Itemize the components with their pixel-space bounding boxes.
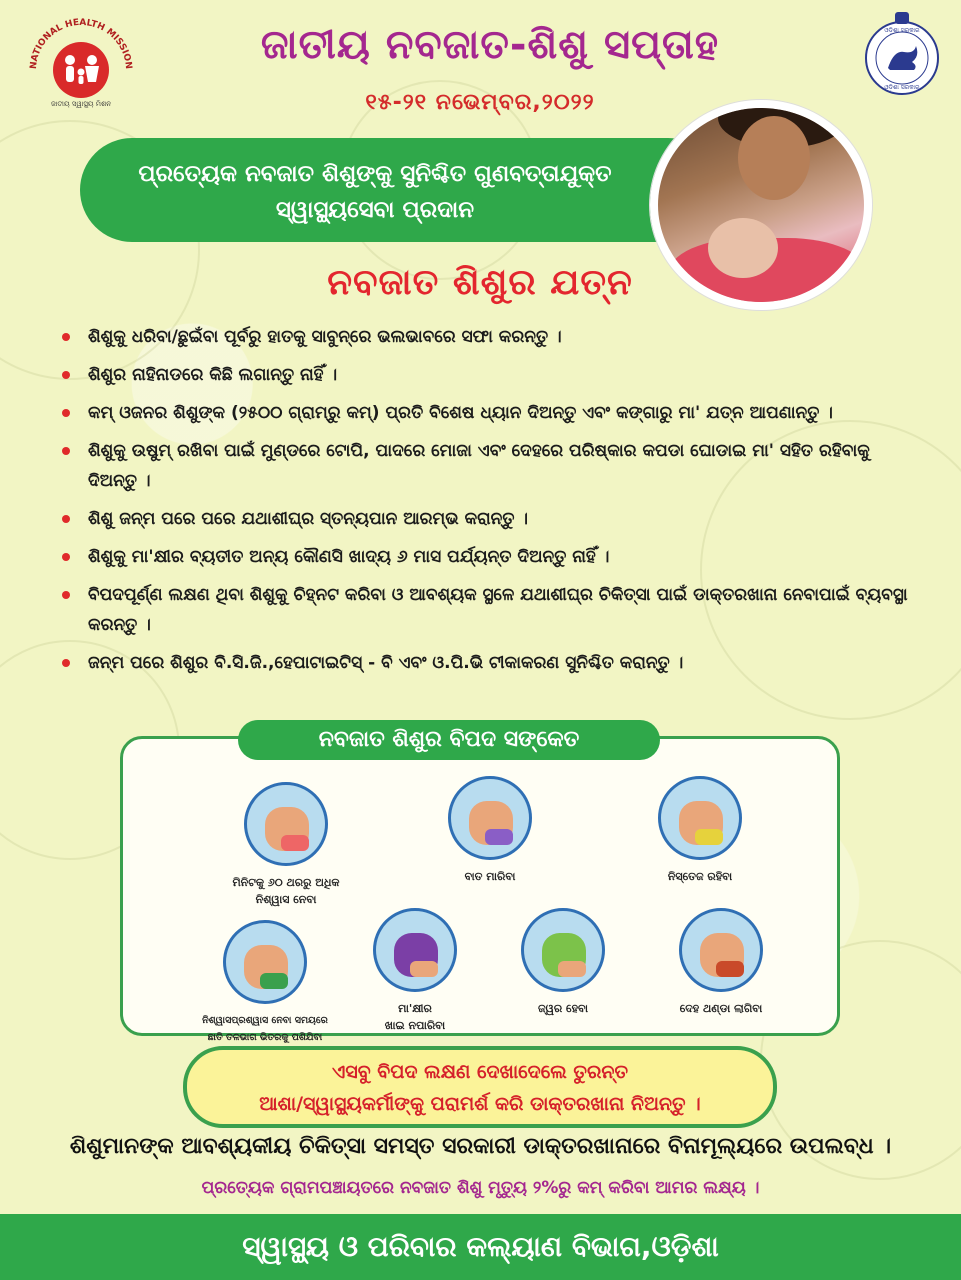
danger-signs-title: ନବଜାତ ଶିଶୁର ବିପଦ ସଙ୍କେତ: [238, 720, 660, 760]
care-tips-list: [56, 322, 916, 686]
list-item: [56, 580, 916, 640]
nhm-logo-text: NATIONAL HEALTH MISSION: [28, 17, 134, 70]
quality-care-banner: [80, 138, 720, 242]
bullet-icon: [62, 447, 70, 455]
tip-text: କମ୍ ଓଜନର ଶିଶୁଙ୍କ (୨୫୦୦ ଗ୍ରାମ୍‌ରୁ କମ୍) ପ୍ରତି ବିଶେଷ ଧ୍ୟାନ ଦିଅନ୍ତୁ ଏବଂ କଙ୍ଗାରୁ ମା' ଯତ୍ନ ଆପଣାନ୍ତୁ ।: [88, 403, 833, 423]
free-treatment-note: ଶିଶୁମାନଙ୍କ ଆବଶ୍ୟକୀୟ ଚିକିତ୍ସା ସମସ୍ତ ସରକାରୀ ଡାକ୍ତରଖାନାରେ ବିନାମୂଲ୍ୟରେ ଉପଲବ୍ଧ ।: [69, 1134, 892, 1159]
fast-breathing-icon: [244, 782, 328, 866]
sign-label: ନିସ୍ତେଜ ରହିବା: [667, 870, 733, 883]
seek-care-alert: [183, 1046, 777, 1128]
nhm-logo: [22, 12, 140, 108]
danger-sign-chest-indrawing: [180, 920, 350, 1046]
bullet-icon: [62, 409, 70, 417]
tip-text: ବିପଦପୂର୍ଣ୍ଣ ଲକ୍ଷଣ ଥିବା ଶିଶୁକୁ ଚିହ୍ନଟ କରିବା ଓ ଆବଶ୍ୟକ ସ୍ଥଳେ ଯଥାଶୀଘ୍ର ଚିକିତ୍ସା ପାଇଁ ଡାକ୍ତରଖାନା ନେବାପାଇଁ ବ୍ୟବସ୍ଥା କରନ୍ତୁ ।: [88, 585, 908, 635]
list-item: [56, 436, 916, 496]
tip-text: ଶିଶୁର ନାହିନାଡରେ କିଛି ଲଗାନ୍ତୁ ନାହିଁ ।: [88, 365, 338, 385]
hypothermia-icon: [679, 908, 763, 992]
danger-sign-fever: [478, 908, 648, 1017]
poster-title: ଜାତୀୟ ନବଜାତ-ଶିଶୁ ସପ୍ତାହ: [260, 22, 720, 68]
department-footer: ସ୍ୱାସ୍ଥ୍ୟ ଓ ପରିବାର କଲ୍ୟାଣ ବିଭାଗ,ଓଡ଼ିଶା: [0, 1214, 961, 1280]
lethargy-icon: [658, 776, 742, 860]
bullet-icon: [62, 515, 70, 523]
alert-line-2: ଆଶା/ସ୍ୱାସ୍ଥ୍ୟକର୍ମୀଙ୍କୁ ପରାମର୍ଶ କରି ଡାକ୍ତରଖାନା ନିଅନ୍ତୁ ।: [259, 1093, 701, 1115]
sign-label: ଜ୍ୱର ହେବା: [537, 1002, 588, 1015]
fever-icon: [521, 908, 605, 992]
list-item: [56, 360, 916, 390]
event-dates: ୧୫-୨୧ ନଭେମ୍ବର,୨୦୨୨: [365, 90, 595, 115]
danger-sign-fast-breathing: [201, 782, 371, 908]
tip-text: ଶିଶୁକୁ ଧରିବା/ଛୁଇଁବା ପୂର୍ବରୁ ହାତକୁ ସାବୁନ୍‌ରେ ଭଲଭାବରେ ସଫା କରନ୍ତୁ ।: [88, 327, 562, 347]
sign-label: ମିନିଟକୁ ୬୦ ଥରରୁ ଅଧିକ ନିଶ୍ୱାସ ନେବା: [232, 876, 340, 906]
tip-text: ଶିଶୁ ଜନ୍ମ ପରେ ପରେ ଯଥାଶୀଘ୍ର ସ୍ତନ୍ୟପାନ ଆରମ୍ଭ କରାନ୍ତୁ ।: [88, 509, 529, 529]
sign-label: ବାତ ମାରିବା: [464, 870, 516, 883]
list-item: [56, 322, 916, 352]
unable-to-feed-icon: [373, 908, 457, 992]
convulsion-icon: [448, 776, 532, 860]
list-item: [56, 648, 916, 678]
banner-line-1: ପ୍ରତ୍ୟେକ ନବଜାତ ଶିଶୁଙ୍କୁ ସୁନିଶ୍ଚିତ ଗୁଣବତ୍ତାଯୁକ୍ତ: [138, 161, 612, 187]
danger-sign-lethargy: [615, 776, 785, 885]
tip-text: ଜନ୍ମ ପରେ ଶିଶୁର ବି.ସି.ଜି.,ହେପାଟାଇଟିସ୍ - ବି ଏବଂ ଓ.ପି.ଭି ଟୀକାକରଣ ସୁନିଶ୍ଚିତ କରାନ୍ତୁ ।: [88, 653, 684, 673]
banner-line-2: ସ୍ୱାସ୍ଥ୍ୟସେବା ପ୍ରଦାନ: [275, 197, 475, 223]
odisha-emblem-icon: [863, 10, 941, 98]
list-item: [56, 542, 916, 572]
tip-text: ଶିଶୁକୁ ମା'କ୍ଷୀର ବ୍ୟତୀତ ଅନ୍ୟ କୌଣସି ଖାଦ୍ୟ ୬ ମାସ ପର୍ଯ୍ୟନ୍ତ ଦିଅନ୍ତୁ ନାହିଁ ।: [88, 547, 610, 567]
nhm-emblem-icon: [22, 12, 140, 108]
bullet-icon: [62, 659, 70, 667]
alert-line-1: ଏସବୁ ବିପଦ ଲକ୍ଷଣ ଦେଖାଦେଲେ ତୁରନ୍ତ: [331, 1061, 628, 1083]
newborn-care-title: ନବଜାତ ଶିଶୁର ଯତ୍ନ: [327, 262, 633, 303]
nhm-logo-subtext: ଜାତୀୟ ସ୍ୱାସ୍ଥ୍ୟ ମିଶନ: [50, 100, 112, 108]
danger-sign-unable-to-feed: [330, 908, 500, 1034]
danger-sign-hypothermia: [636, 908, 806, 1017]
list-item: [56, 398, 916, 428]
chest-indrawing-icon: [223, 920, 307, 1004]
odisha-logo-text: ଓଡ଼ିଶା ସରକାର: [884, 27, 920, 34]
bullet-icon: [62, 371, 70, 379]
tip-text: ଶିଶୁକୁ ଉଷୁମ୍ ରଖିବା ପାଇଁ ମୁଣ୍ଡରେ ଟୋପି, ପାଦରେ ମୋଜା ଏବଂ ଦେହରେ ପରିଷ୍କାର କପଡା ଘୋଡାଇ ମା' ସହିତ ରହିବାକୁ ଦିଅନ୍ତୁ ।: [88, 441, 870, 491]
odisha-govt-logo: [863, 10, 941, 98]
bullet-icon: [62, 333, 70, 341]
sign-label: ଦେହ ଥଣ୍ଡା ଲାଗିବା: [679, 1002, 763, 1015]
sign-label: ନିଶ୍ୱାସପ୍ରଶ୍ୱାସ ନେବା ସମୟରେ ଛାତି ତଳଭାଗ ଭିତରକୁ ପଶିଯିବା: [202, 1015, 328, 1043]
list-item: [56, 504, 916, 534]
bullet-icon: [62, 553, 70, 561]
sign-label: ମା'କ୍ଷୀର ଖାଇ ନପାରିବା: [384, 1002, 446, 1032]
mortality-goal-note: ପ୍ରତ୍ୟେକ ଗ୍ରାମପଞ୍ଚାୟତରେ ନବଜାତ ଶିଶୁ ମୃତ୍ୟୁ ୨%ରୁ କମ୍ କରିବା ଆମର ଲକ୍ଷ୍ୟ ।: [201, 1178, 760, 1198]
odisha-logo-subtext: ଓଡ଼ିଶା ସରକାର: [884, 84, 920, 91]
danger-sign-convulsion: [405, 776, 575, 885]
bullet-icon: [62, 591, 70, 599]
